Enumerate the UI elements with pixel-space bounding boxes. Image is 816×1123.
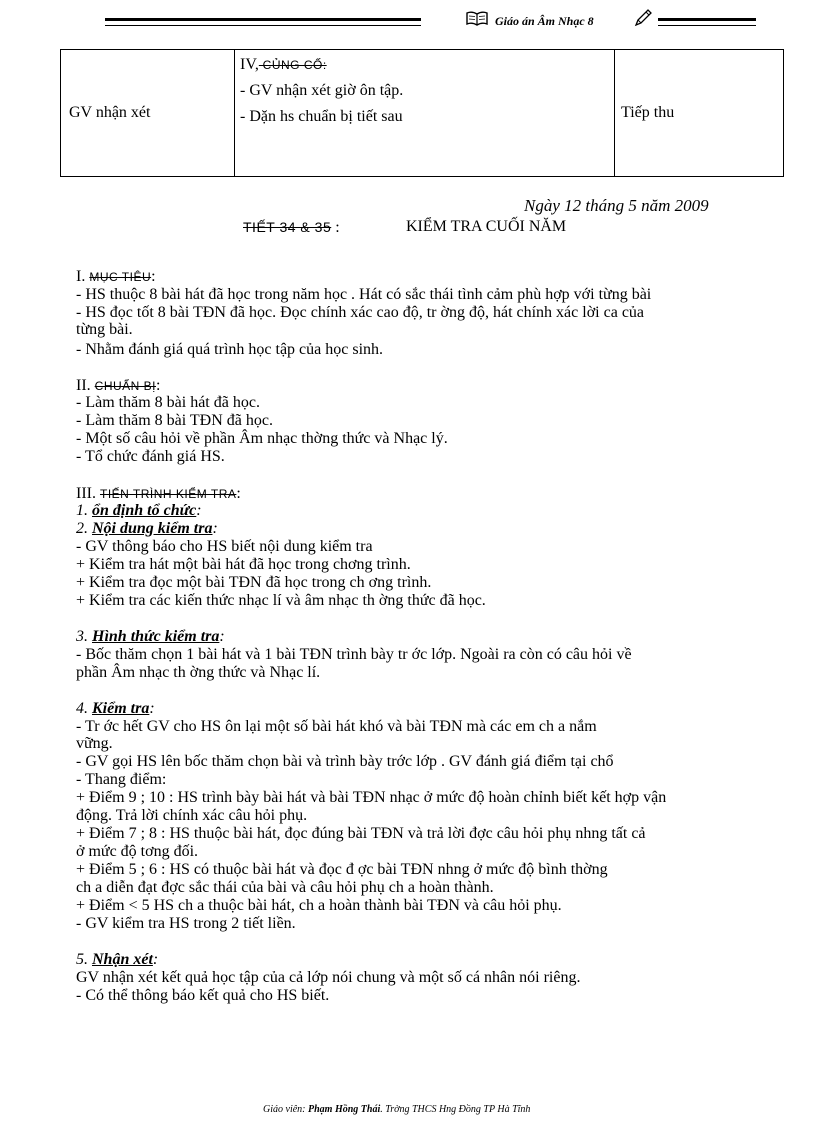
list-item: - GV gọi HS lên bốc thăm chọn bài và trình bày trớc lớp . GV đánh giá điểm tại chổ [76,753,614,770]
footer-author: Phạm Hồng Thái [308,1104,381,1115]
student-activity-text: Tiếp thu [621,104,675,121]
section-preparation-heading: II. CHUẨN BỊ: [76,377,161,394]
list-item: - Tr ớc hết GV cho HS ôn lại một số bài hát khó và bài TĐN mà các em ch a nắm [76,718,597,735]
section-process-heading: III. TIẾN TRÌNH KIỂM TRA: [76,485,241,502]
footer: Giáo viên: Phạm Hồng Thái. Trờng THCS Hng Đồng TP Hà Tĩnh [263,1104,531,1115]
subsection-content: 2. Nội dung kiểm tra: [76,520,218,537]
header-title: Giáo án Âm Nhạc 8 [495,14,594,28]
lesson-title: KIỂM TRA CUỐI NĂM [406,218,567,235]
list-item: từng bài. [76,321,133,338]
list-item: - Thang điểm: [76,771,167,788]
list-item: - Bốc thăm chọn 1 bài hát và 1 bài TĐN trình bày tr ớc lớp. Ngoài ra còn có câu hỏi về [76,646,632,663]
list-item: + Điểm 7 ; 8 : HS thuộc bài hát, đọc đúng bài TĐN và trả lời đợc câu hỏi phụ nhng tất cả [76,825,646,842]
subsection-review: 5. Nhận xét: [76,951,159,968]
list-item: ở mức độ tơng đối. [76,843,199,860]
header-rule-right [658,18,756,26]
list-item: vững. [76,735,113,752]
list-item: - Làm thăm 8 bài TĐN đã học. [76,412,273,429]
list-item: - Một số câu hỏi về phần Âm nhạc thờng thức và Nhạc lý. [76,430,448,447]
list-item: động. Trả lời chính xác câu hỏi phụ. [76,807,308,824]
list-item: - Có thể thông báo kết quả cho HS biết. [76,987,330,1004]
content-cell [235,50,615,177]
list-item: + Điểm 5 ; 6 : HS có thuộc bài hát và đọc đ ợc bài TĐN nhng ở mức độ bình thờng [76,861,608,878]
teacher-activity-cell [61,50,235,177]
subsection-format: 3. Hình thức kiểm tra: [76,628,225,645]
consolidation-heading: IV, CỦNG CỐ: [240,56,327,73]
section-objectives-heading: I. MỤC TIÊU: [76,268,156,285]
list-item: - Nhằm đánh giá quá trình học tập của học sinh. [76,341,384,358]
content-line: - GV nhận xét giờ ôn tập. [240,82,404,99]
table-row [61,50,784,177]
lesson-date: Ngày 12 tháng 5 năm 2009 [524,196,709,215]
book-icon [466,10,488,31]
list-item: - HS đọc tốt 8 bài TĐN đã học. Đọc chính xác cao độ, tr ờng độ, hát chính xác lời ca của [76,304,645,321]
pencil-icon [633,9,653,32]
content-line: - Dặn hs chuẩn bị tiết sau [240,108,403,125]
lesson-code: TIẾT 34 & 35 [243,219,332,235]
list-item: + Kiểm tra các kiến thức nhạc lí và âm nhạc th ờng thức đã học. [76,592,486,609]
list-item: - Tổ chức đánh giá HS. [76,448,225,465]
list-item: - GV thông báo cho HS biết nội dung kiểm tra [76,538,373,555]
list-item: - GV kiểm tra HS trong 2 tiết liền. [76,915,296,932]
list-item: + Điểm 9 ; 10 : HS trình bày bài hát và bài TĐN nhạc ở mức độ hoàn chỉnh biết kết hợp vận [76,789,667,806]
review-table [60,49,784,177]
list-item: - Làm thăm 8 bài hát đã học. [76,394,260,411]
list-item: - HS thuộc 8 bài hát đã học trong năm học . Hát có sắc thái tình cảm phù hợp với từng bài [76,286,652,303]
list-item: + Kiểm tra hát một bài hát đã học trong chơng trình. [76,556,411,573]
list-item: + Kiểm tra đọc một bài TĐN đã học trong ch ơng trình. [76,574,432,591]
lesson-heading: TIẾT 34 & 35 : [243,219,340,236]
list-item: ch a diễn đạt đợc sắc thái của bài và câu hỏi phụ ch a hoàn thành. [76,879,494,896]
header-rule-left [105,18,421,26]
list-item: GV nhận xét kết quả học tập của cả lớp nói chung và một số cá nhân nói riêng. [76,969,581,986]
subsection-organization: 1. ổn định tổ chức: [76,502,202,519]
list-item: + Điểm < 5 HS ch a thuộc bài hát, ch a hoàn thành bài TĐN và câu hỏi phụ. [76,897,562,914]
subsection-test: 4. Kiểm tra: [76,700,155,717]
footer-school: . Trờng THCS Hng Đồng TP Hà Tĩnh [380,1104,531,1115]
teacher-activity-text: GV nhận xét [69,104,151,121]
list-item: phần Âm nhạc th ờng thức và Nhạc lí. [76,664,321,681]
student-activity-cell [615,50,784,177]
